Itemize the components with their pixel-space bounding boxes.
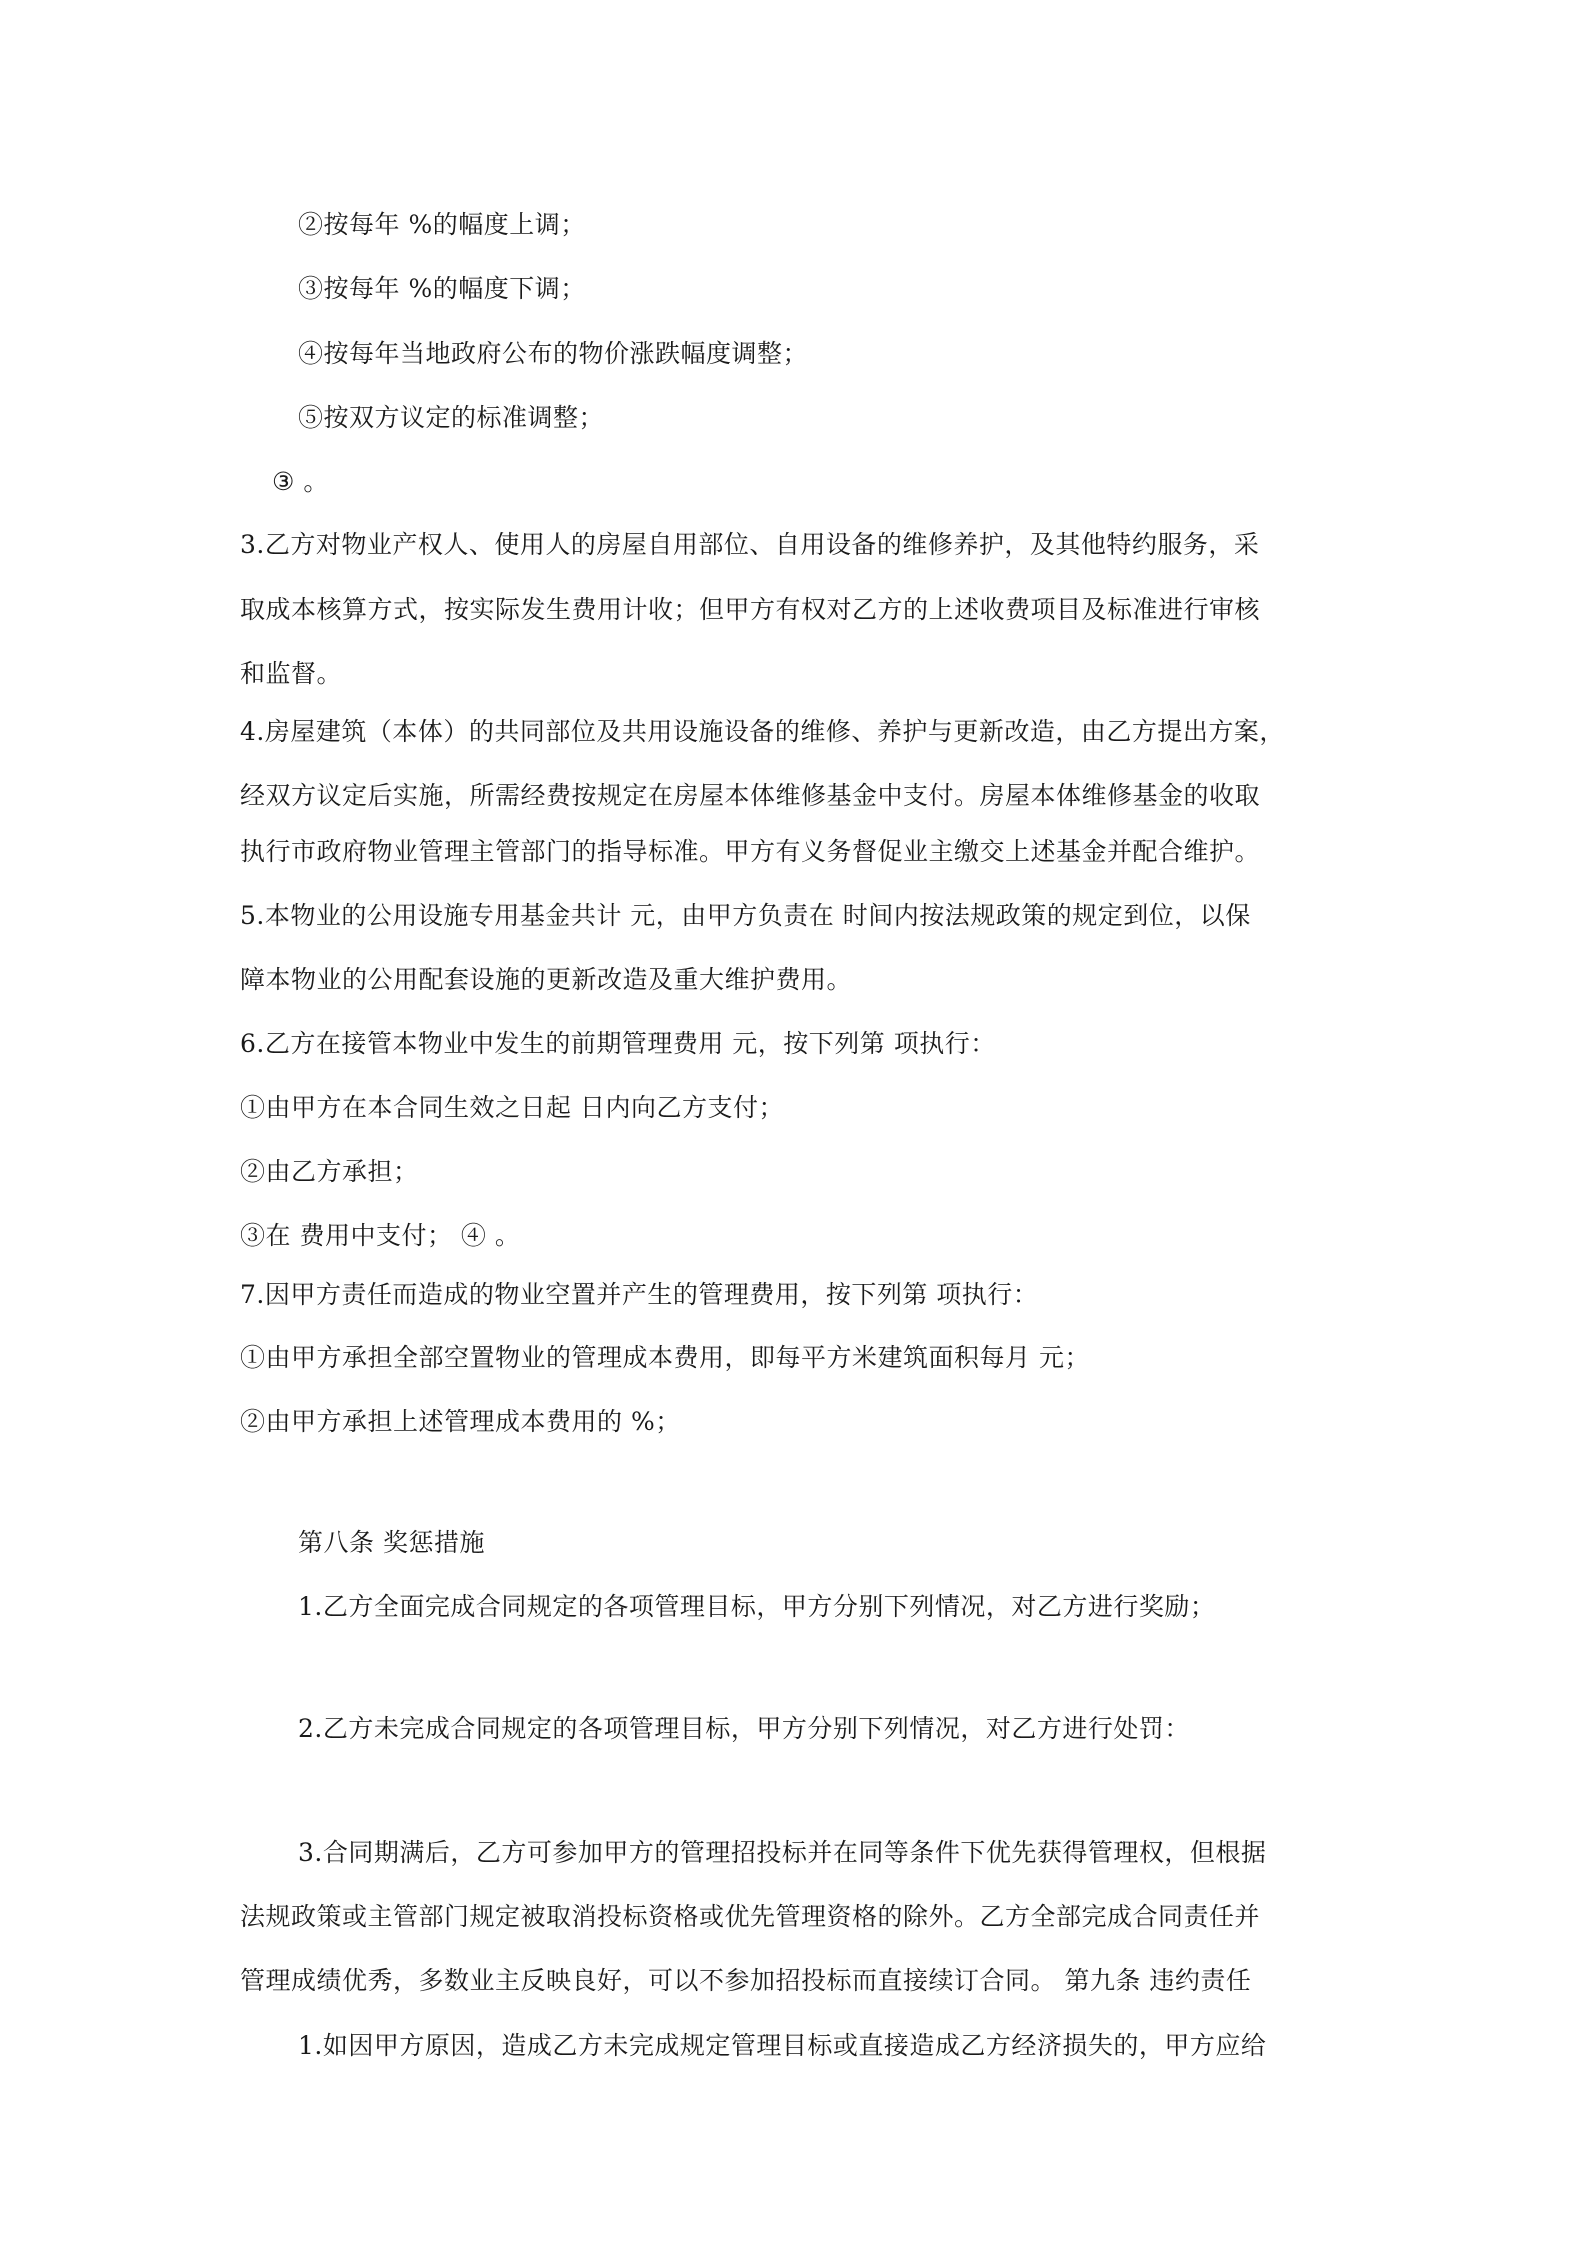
clause-6-option-1: ①由甲方在本合同生效之日起 日内向乙方支付； [240, 1093, 784, 1122]
option-4-price-index: ④按每年当地政府公布的物价涨跌幅度调整； [298, 339, 809, 368]
clause-3-line-2: 取成本核算方式，按实际发生费用计收；但甲方有权对乙方的上述收费项目及标准进行审核 [240, 595, 1261, 624]
article-8-heading: 第八条 奖惩措施 [298, 1528, 485, 1557]
clause-3-line-1: 3.乙方对物业产权人、使用人的房屋自用部位、自用设备的维修养护，及其他特约服务，采 [240, 530, 1260, 559]
clause-6-option-2: ②由乙方承担； [240, 1157, 419, 1186]
article-8-item-3-line-3: 管理成绩优秀，多数业主反映良好，可以不参加招投标而直接续订合同。 第九条 违约责任 [240, 1966, 1252, 1995]
clause-7-option-2: ②由甲方承担上述管理成本费用的 %； [240, 1407, 681, 1436]
clause-6-option-3-4: ③在 费用中支付； ④ 。 [240, 1221, 521, 1250]
clause-7-line-1: 7.因甲方责任而造成的物业空置并产生的管理费用，按下列第 项执行： [240, 1280, 1039, 1309]
option-blank: ③ 。 [272, 467, 329, 496]
article-8-item-3-line-1: 3.合同期满后，乙方可参加甲方的管理招投标并在同等条件下优先获得管理权，但根据 [298, 1838, 1267, 1867]
option-5-agreed-standard: ⑤按双方议定的标准调整； [298, 403, 605, 432]
clause-7-option-1: ①由甲方承担全部空置物业的管理成本费用，即每平方米建筑面积每月 元； [240, 1343, 1090, 1372]
article-9-item-1: 1.如因甲方原因，造成乙方未完成规定管理目标或直接造成乙方经济损失的，甲方应给 [298, 2031, 1267, 2060]
option-2-annual-increase: ②按每年 %的幅度上调； [298, 210, 586, 239]
option-3-annual-decrease: ③按每年 %的幅度下调； [298, 274, 586, 303]
article-8-item-3-line-2: 法规政策或主管部门规定被取消投标资格或优先管理资格的除外。乙方全部完成合同责任并 [240, 1902, 1261, 1931]
clause-4-line-1: 4.房屋建筑（本体）的共同部位及共用设施设备的维修、养护与更新改造，由乙方提出方案， [240, 717, 1285, 746]
clause-6-line-1: 6.乙方在接管本物业中发生的前期管理费用 元，按下列第 项执行： [240, 1029, 996, 1058]
clause-5-line-2: 障本物业的公用配套设施的更新改造及重大维护费用。 [240, 965, 853, 994]
clause-5-line-1: 5.本物业的公用设施专用基金共计 元，由甲方负责在 时间内按法规政策的规定到位，以保 [240, 901, 1251, 930]
clause-3-line-3: 和监督。 [240, 659, 343, 688]
clause-4-line-2: 经双方议定后实施，所需经费按规定在房屋本体维修基金中支付。房屋本体维修基金的收取 [240, 781, 1261, 810]
clause-4-line-3: 执行市政府物业管理主管部门的指导标准。甲方有义务督促业主缴交上述基金并配合维护。 [240, 837, 1261, 866]
article-8-item-2: 2.乙方未完成合同规定的各项管理目标，甲方分别下列情况，对乙方进行处罚： [298, 1714, 1190, 1743]
article-8-item-1: 1.乙方全面完成合同规定的各项管理目标，甲方分别下列情况，对乙方进行奖励； [298, 1592, 1216, 1621]
